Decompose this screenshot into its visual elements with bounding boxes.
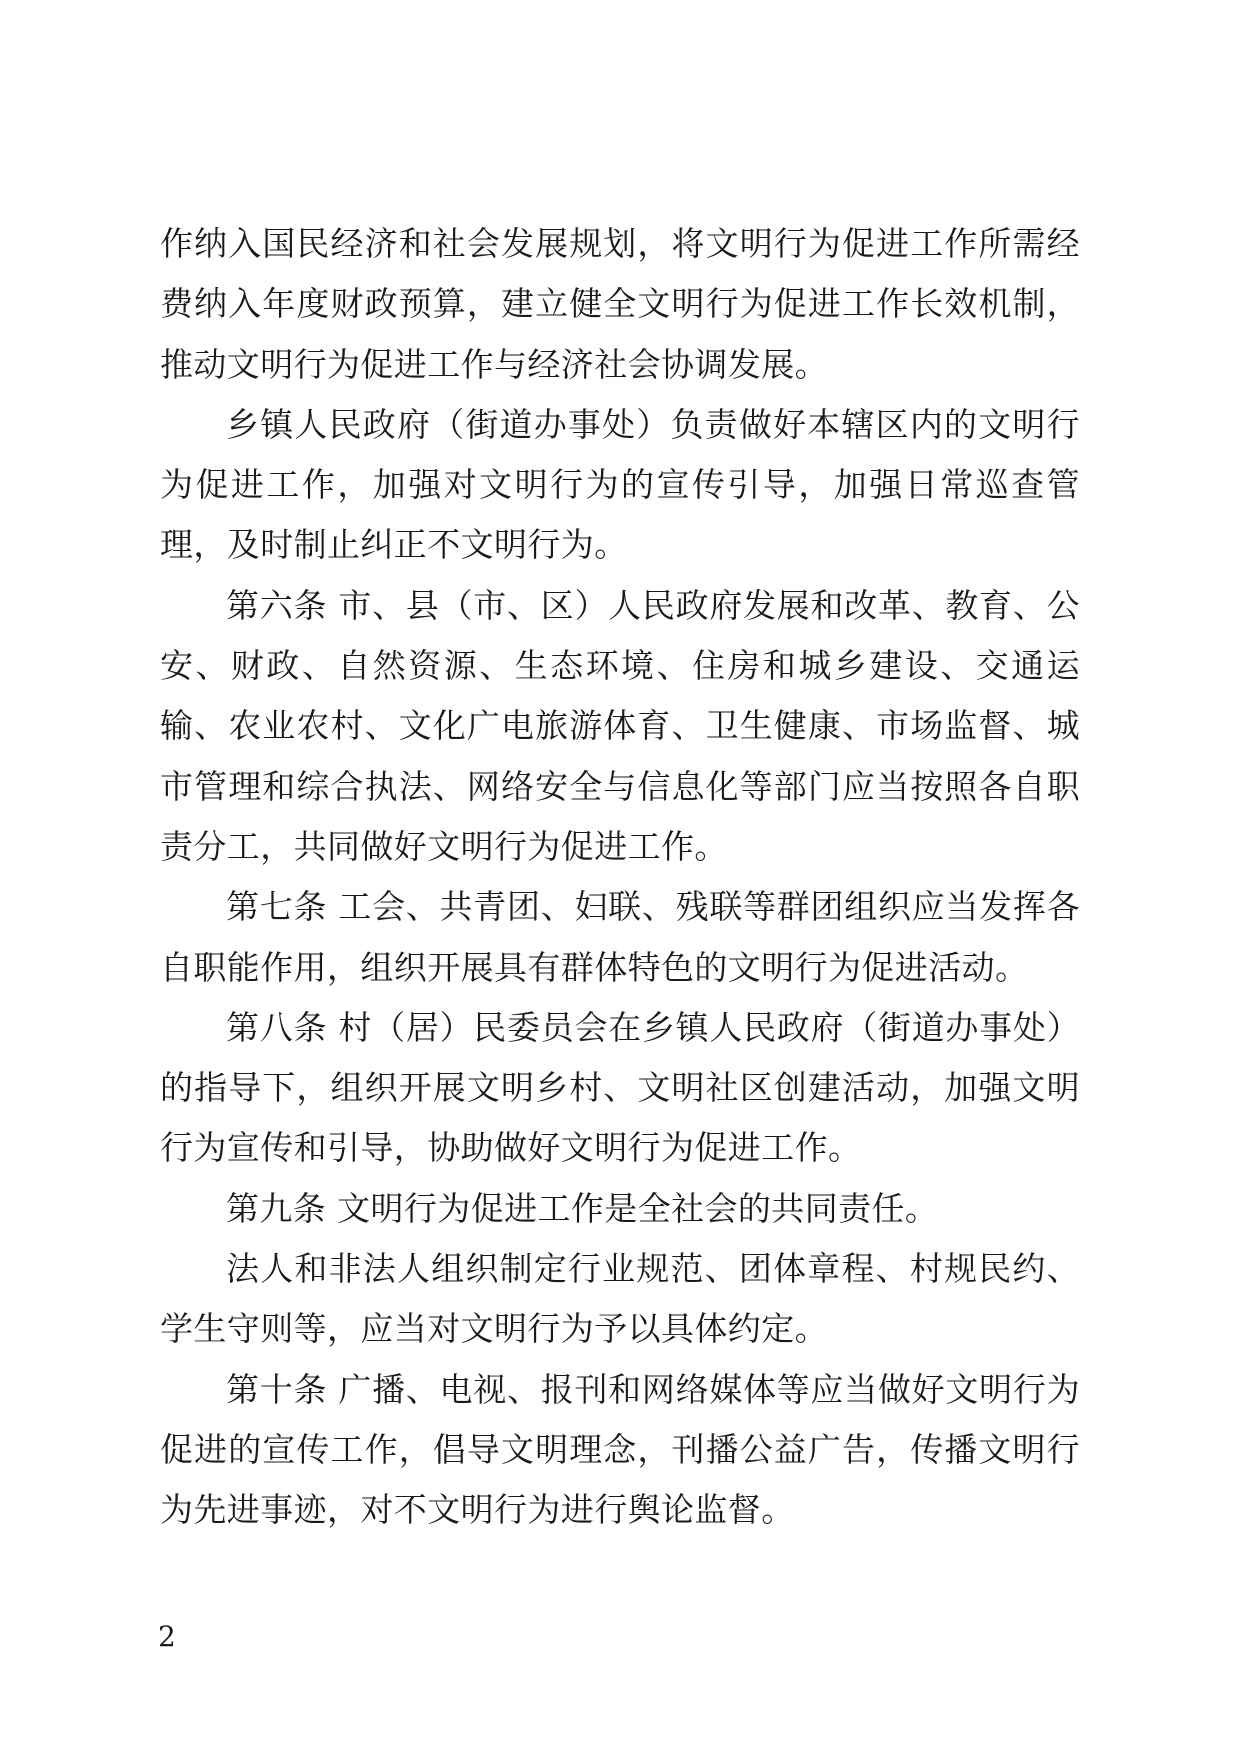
paragraph-article-6: 第六条 市、县（市、区）人民政府发展和改革、教育、公安、财政、自然资源、生态环境、住房和城乡建设、交通运输、农业农村、文化广电旅游体育、卫生健康、市场监督、城市管理和综合执法、网络安全与信息化等部门应当按照各自职责分工，共同做好文明行为促进工作。 bbox=[160, 585, 1080, 866]
paragraph-article-9: 第九条 文明行为促进工作是全社会的共同责任。 bbox=[226, 1188, 939, 1228]
page-number: 2 bbox=[158, 1620, 176, 1653]
paragraph-article-7: 第七条 工会、共青团、妇联、残联等群团组织应当发挥各自职能作用，组织开展具有群体特色的文明行为促进活动。 bbox=[160, 887, 1080, 987]
paragraph-organizations: 法人和非法人组织制定行业规范、团体章程、村规民约、学生守则等，应当对文明行为予以具体约定。 bbox=[160, 1249, 1080, 1349]
paragraph-article-10: 第十条 广播、电视、报刊和网络媒体等应当做好文明行为促进的宣传工作，倡导文明理念，刊播公益广告，传播文明行为先进事迹，对不文明行为进行舆论监督。 bbox=[160, 1369, 1080, 1530]
document-body bbox=[160, 214, 1080, 1541]
paragraph-township-duties: 乡镇人民政府（街道办事处）负责做好本辖区内的文明行为促进工作，加强对文明行为的宣传引导，加强日常巡查管理，及时制止纠正不文明行为。 bbox=[160, 404, 1080, 565]
paragraph-continuation: 作纳入国民经济和社会发展规划，将文明行为促进工作所需经费纳入年度财政预算，建立健全文明行为促进工作长效机制，推动文明行为促进工作与经济社会协调发展。 bbox=[160, 224, 1080, 384]
paragraph-article-8: 第八条 村（居）民委员会在乡镇人民政府（街道办事处）的指导下，组织开展文明乡村、文明社区创建活动，加强文明行为宣传和引导，协助做好文明行为促进工作。 bbox=[160, 1007, 1080, 1168]
